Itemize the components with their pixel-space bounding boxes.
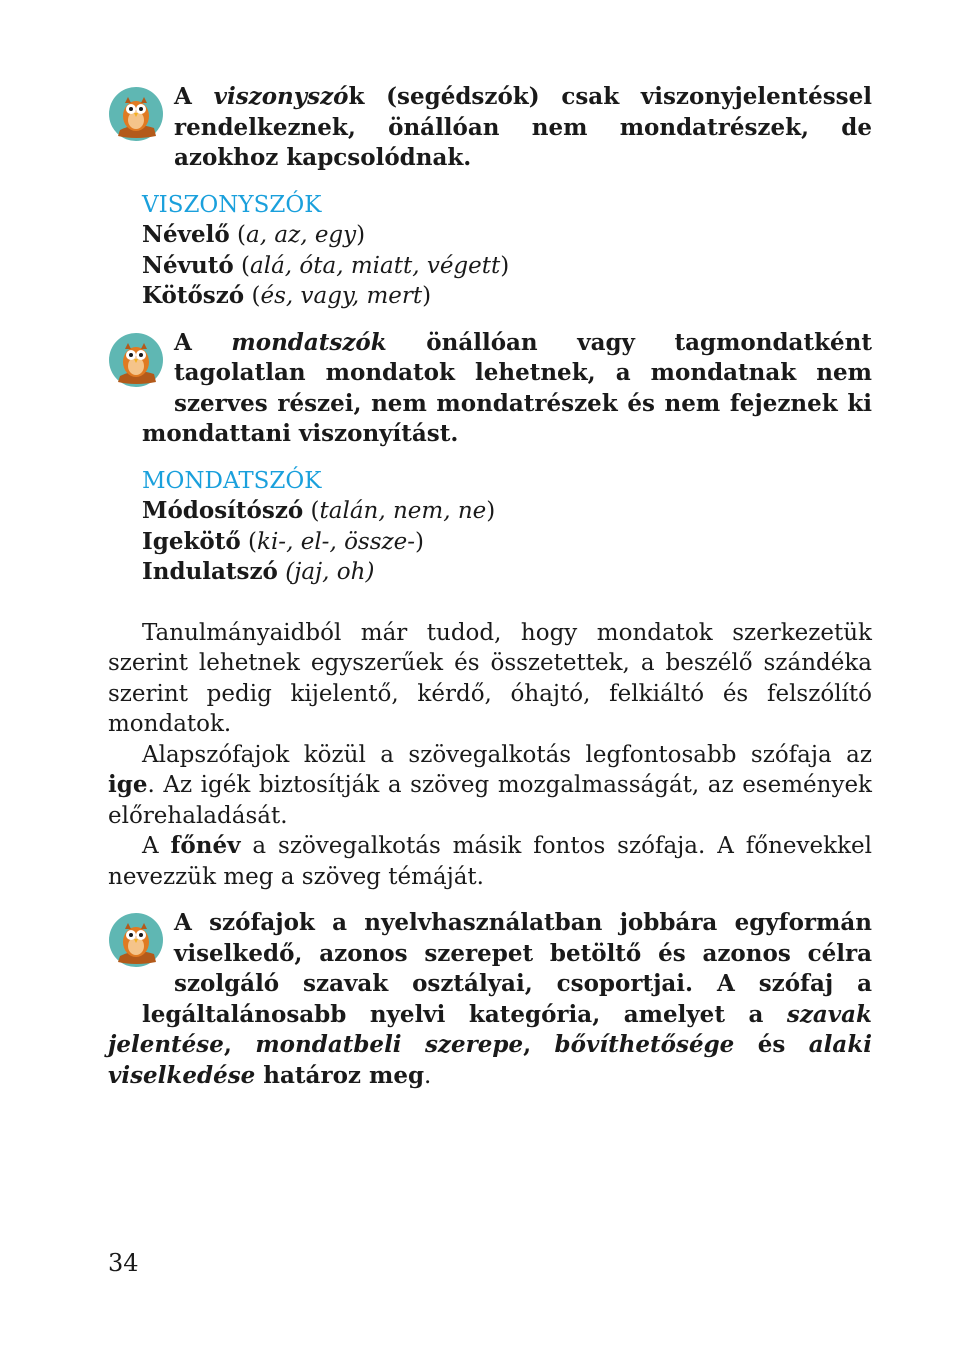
viszonyszok-heading: VISZONYSZÓK: [142, 191, 322, 218]
text-run: ,: [223, 1031, 256, 1058]
text-run: .: [424, 1062, 432, 1089]
owl-mascot-icon: [108, 86, 164, 142]
list-item: Névutó (alá, óta, miatt, végett): [142, 251, 510, 279]
list-item: Indulatszó (jaj, oh): [142, 558, 375, 585]
rule-text: [108, 82, 872, 174]
rule-text: [108, 908, 872, 1091]
page-number: 34: [108, 1249, 139, 1277]
text-run: viszonyszó: [213, 83, 349, 110]
mondatszok-list: [142, 466, 872, 588]
text-run: szavak jelentése: [108, 1000, 872, 1058]
rule-box-szofajok: [108, 908, 872, 1091]
text-run: határoz meg: [255, 1061, 425, 1089]
text-run: a szövegalkotás másik fontos szófaja. A főnevekkel nevezzük meg a szöveg témáját.: [108, 833, 872, 890]
text-run: mondatbeli szerepe: [255, 1031, 524, 1058]
text-run: A: [142, 833, 171, 859]
rule-box-mondatszok: [108, 328, 872, 450]
text-run: önállóan vagy tagmondatként tagolatlan mondatok lehetnek, a mondatnak nem szerves részei, nem mondatrészek és nem fejeznek ki mondattani viszonyítást.: [142, 328, 872, 447]
prose-section: [108, 618, 872, 893]
owl-mascot-icon: [108, 912, 164, 968]
page-content: [108, 82, 872, 1091]
rule-box-viszonyszok: [108, 82, 872, 174]
list-item: Kötőszó (és, vagy, mert): [142, 282, 432, 309]
text-run: főnév: [170, 832, 241, 859]
text-run: A szófajok a nyelvhasználatban jobbára egyformán viselkedő, azonos szerepet betöltő és azonos célra szolgáló szavak osztályai, csoportjai. A szófaj a legáltalánosabb nyelvi kategória, amelyet a: [142, 909, 872, 1028]
text-run: alaki viselkedése: [108, 1031, 872, 1089]
text-run: . Az igék biztosítják a szöveg mozgalmasságát, az események előrehaladását.: [108, 772, 872, 829]
text-run: A: [174, 328, 232, 356]
viszonyszok-list: [142, 190, 872, 312]
text-run: Alapszófajok közül a szövegalkotás legfontosabb szófaja az: [142, 741, 872, 768]
text-run: bővíthetősége: [554, 1031, 735, 1058]
text-run: ige: [108, 771, 148, 798]
text-run: A: [174, 83, 214, 110]
text-run: és: [734, 1031, 809, 1058]
mondatszok-heading: MONDATSZÓK: [142, 467, 322, 494]
text-run: ,: [523, 1031, 555, 1058]
prose-paragraph: [108, 740, 872, 832]
list-item: Névelő (a, az, egy): [142, 221, 366, 248]
text-run: mondatszók: [231, 328, 387, 356]
prose-paragraph: [108, 618, 872, 740]
owl-mascot-icon: [108, 332, 164, 388]
list-item: Módosítószó (talán, nem, ne): [142, 497, 496, 524]
text-run: Tanulmányaidból már tudod, hogy mondatok szerkezetük szerint lehetnek egyszerűek és összetettek, a beszélő szándéka szerint pedig kijelentő, kérdő, óhajtó, felkiáltó és felszólító mondatok.: [108, 619, 872, 737]
text-run: k (segédszók) csak viszonyjelentéssel rendelkeznek, önállóan nem mondatrészek, de azokhoz kapcsolódnak.: [174, 83, 872, 171]
rule-text: [108, 328, 872, 450]
prose-paragraph: [108, 831, 872, 892]
list-item: Igekötő (ki-, el-, össze-): [142, 527, 425, 555]
